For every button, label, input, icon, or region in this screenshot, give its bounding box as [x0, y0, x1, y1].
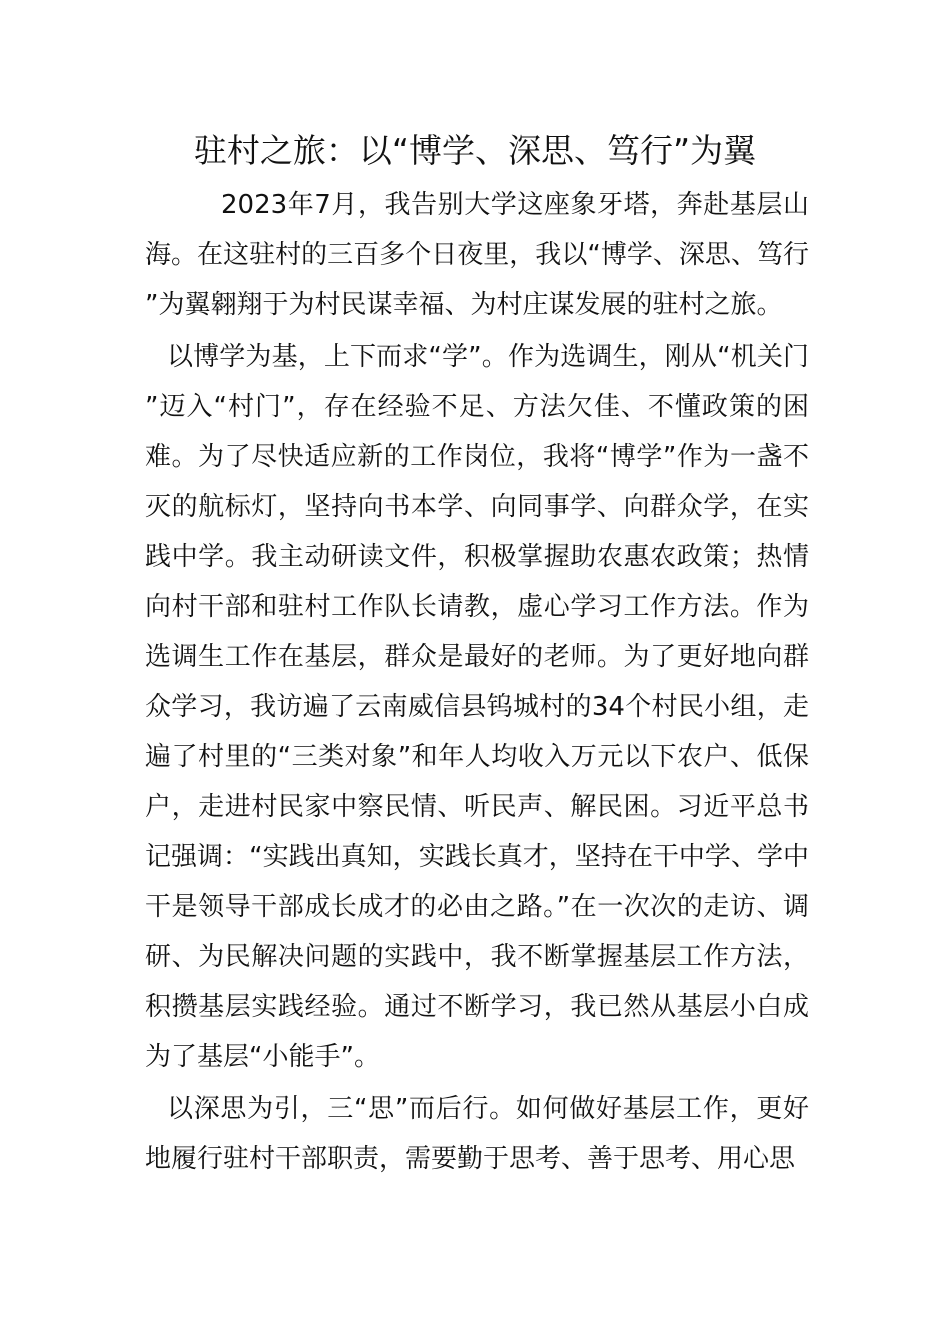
paragraph-intro: 2023年7月，我告别大学这座象牙塔，奔赴基层山海。在这驻村的三百多个日夜里，我以“博学、深思、笃行”为翼翱翔于为村民谋幸福、为村庄谋发展的驻村之旅。: [145, 190, 809, 320]
document-body: [145, 180, 809, 1184]
paragraph-study: 以博学为基，上下而求“学”。作为选调生，刚从“机关门”迈入“村门”，存在经验不足、方法欠佳、不懂政策的困难。为了尽快适应新的工作岗位，我将“博学”作为一盏不灭的航标灯，坚持向书本学、向同事学、向群众学，在实践中学。我主动研读文件，积极掌握助农惠农政策；热情向村干部和驻村工作队长请教，虚心学习工作方法。作为选调生工作在基层，群众是最好的老师。为了更好地向群众学习，我访遍了云南威信县钨城村的34个村民小组，走遍了村里的“三类对象”和年人均收入万元以下农户、低保户，走进村民家中察民情、听民声、解民困。习近平总书记强调：“实践出真知，实践长真才，坚持在干中学、学中干是领导干部成长成才的必由之路。”在一次次的走访、调研、为民解决问题的实践中，我不断掌握基层工作方法，积攒基层实践经验。通过不断学习，我已然从基层小白成为了基层“小能手”。: [145, 342, 809, 1072]
paragraph-reflection: 以深思为引，三“思”而后行。如何做好基层工作，更好地履行驻村干部职责，需要勤于思考、善于思考、用心思: [145, 1094, 809, 1174]
document-title: 驻村之旅：以“博学、深思、笃行”为翼: [193, 131, 757, 170]
